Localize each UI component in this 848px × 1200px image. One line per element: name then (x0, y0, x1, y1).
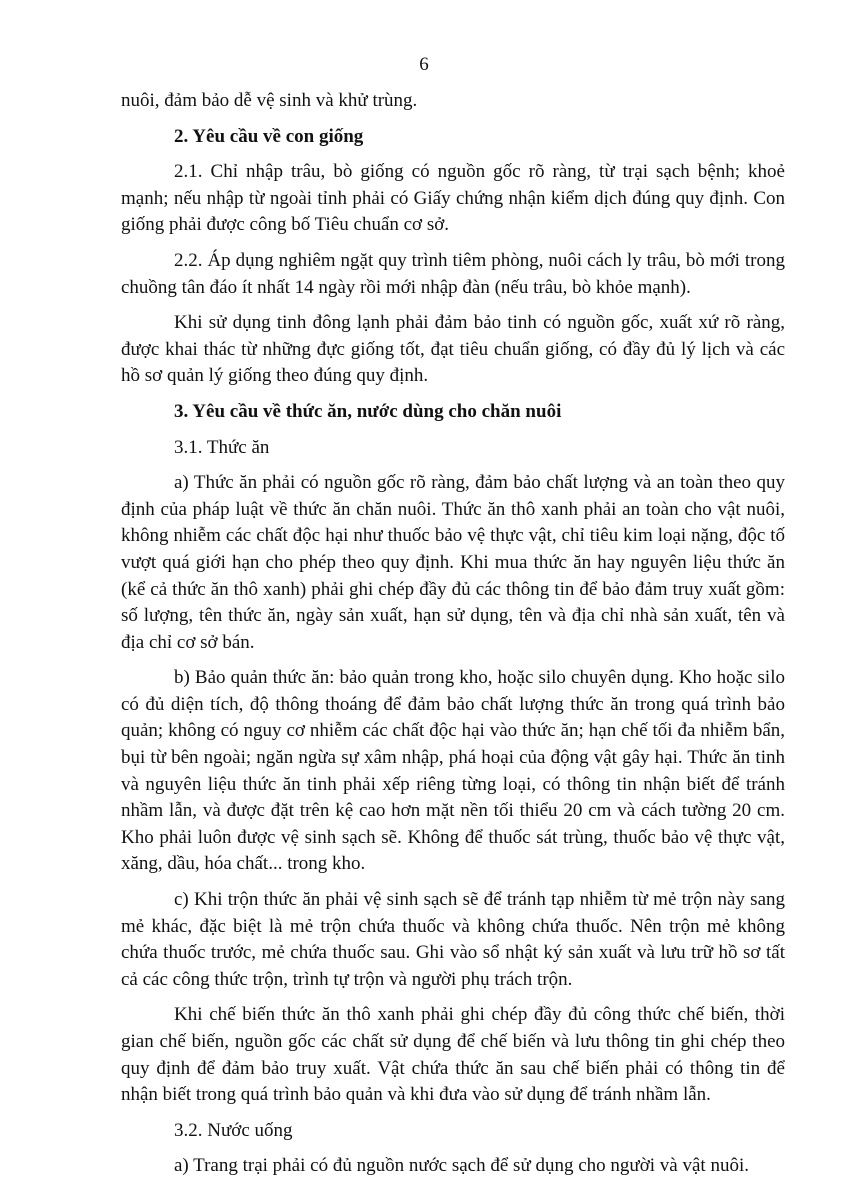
heading-breed-requirements: 2. Yêu cầu về con giống (174, 125, 364, 147)
subheading-3-2-water: 3.2. Nước uống (174, 1119, 293, 1141)
paragraph-frozen-semen: Khi sử dụng tinh đông lạnh phải đảm bảo tinh có nguồn gốc, xuất xứ rõ ràng, được khai thác từ những đực giống tốt, đạt tiêu chuẩn giống, có đầy đủ lý lịch và các hồ sơ quản lý giống theo đúng quy định. (121, 312, 785, 387)
paragraph-3-1-b: b) Bảo quản thức ăn: bảo quản trong kho, hoặc silo chuyên dụng. Kho hoặc silo có đủ diện tích, độ thông thoáng để đảm bảo chất lượng thức ăn trong quá trình bảo quản; không có nguy cơ nhiễm các chất độc hại vào thức ăn; hạn chế tối đa nhiễm bẩn, bụi từ bên ngoài; ngăn ngừa sự xâm nhập, phá hoại của động vật gây hại. Thức ăn tinh và nguyên liệu thức ăn tinh phải xếp riêng từng loại, có thông tin nhận biết để tránh nhầm lẫn, và được đặt trên kệ cao hơn mặt nền tối thiểu 20 cm và cách tường 20 cm. Kho phải luôn được vệ sinh sạch sẽ. Không để thuốc sát trùng, thuốc bảo vệ thực vật, xăng, dầu, hóa chất... trong kho. (121, 667, 785, 875)
paragraph-2-1: 2.1. Chỉ nhập trâu, bò giống có nguồn gốc rõ ràng, từ trại sạch bệnh; khoẻ mạnh; nếu nhập từ ngoài tỉnh phải có Giấy chứng nhận kiểm dịch đúng quy định. Con giống phải được công bố Tiêu chuẩn cơ sở. (121, 161, 785, 236)
paragraph-3-2-a: a) Trang trại phải có đủ nguồn nước sạch để sử dụng cho người và vật nuôi. (174, 1155, 749, 1177)
paragraph-2-2: 2.2. Áp dụng nghiêm ngặt quy trình tiêm phòng, nuôi cách ly trâu, bò mới trong chuồng tân đáo ít nhất 14 ngày rồi mới nhập đàn (nếu trâu, bò khỏe mạnh). (121, 249, 785, 298)
paragraph-continuation: nuôi, đảm bảo dễ vệ sinh và khử trùng. (121, 90, 418, 111)
heading-feed-water-requirements: 3. Yêu cầu về thức ăn, nước dùng cho chăn nuôi (174, 400, 562, 422)
paragraph-3-1-a: a) Thức ăn phải có nguồn gốc rõ ràng, đảm bảo chất lượng và an toàn theo quy định của pháp luật về thức ăn chăn nuôi. Thức ăn thô xanh phải an toàn cho vật nuôi, không nhiễm các chất độc hại như thuốc bảo vệ thực vật, chỉ tiêu kim loại nặng, độc tố vượt quá giới hạn cho phép theo quy định. Khi mua thức ăn hay nguyên liệu thức ăn (kể cả thức ăn thô xanh) phải ghi chép đầy đủ các thông tin để bảo đảm truy xuất gồm: số lượng, tên thức ăn, ngày sản xuất, hạn sử dụng, tên và địa chỉ nhà sản xuất, tên và địa chỉ cơ sở bán. (121, 472, 785, 653)
page-number: 6 (419, 54, 429, 75)
paragraph-3-1-c: c) Khi trộn thức ăn phải vệ sinh sạch sẽ để tránh tạp nhiễm từ mẻ trộn này sang mẻ khác, đặc biệt là mẻ trộn chứa thuốc và không chứa thuốc. Nên trộn mẻ không chứa thuốc trước, mẻ chứa thuốc sau. Ghi vào sổ nhật ký sản xuất và lưu trữ hồ sơ tất cả các công thức trộn, trình tự trộn và người phụ trách trộn. (121, 889, 785, 990)
subheading-3-1-feed: 3.1. Thức ăn (174, 436, 270, 458)
paragraph-roughage-processing: Khi chế biến thức ăn thô xanh phải ghi chép đầy đủ công thức chế biến, thời gian chế biến, nguồn gốc các chất sử dụng để chế biến và lưu thông tin ghi chép theo quy định để đảm bảo truy xuất. Vật chứa thức ăn sau chế biến phải có thông tin để nhận biết trong quá trình bảo quản và khi đưa vào sử dụng để tránh nhầm lẫn. (121, 1004, 785, 1106)
document-body (121, 88, 785, 1189)
